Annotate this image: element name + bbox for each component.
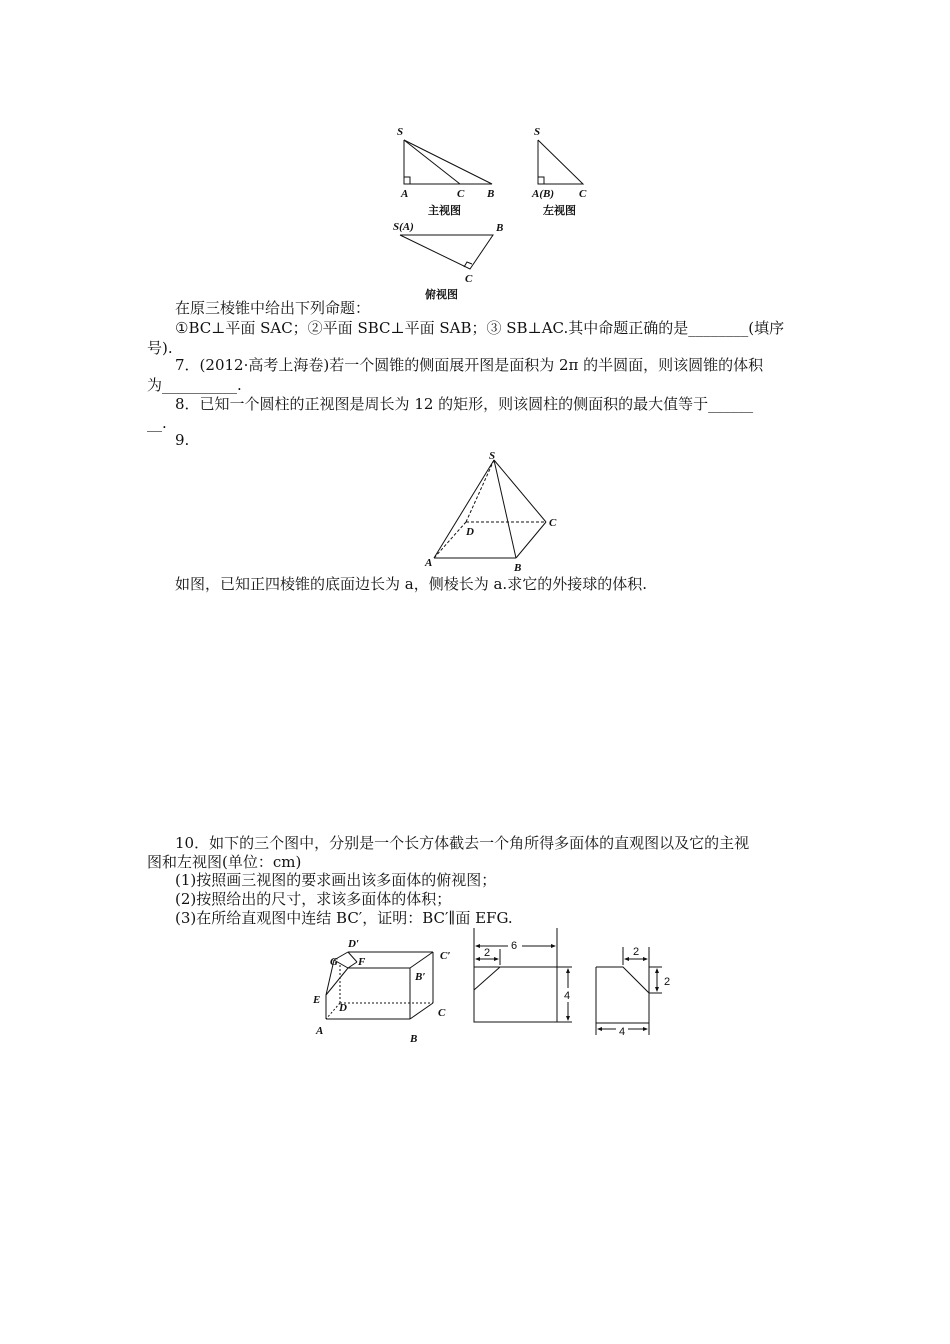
solid-B: B bbox=[410, 1033, 418, 1045]
text-line-1: 在原三棱锥中给出下列命题： bbox=[175, 299, 371, 317]
front-B: B bbox=[487, 188, 495, 200]
text-line-8: 9. bbox=[175, 431, 190, 449]
text-line-2: ①BC⊥平面 SAC；②平面 SBC⊥平面 SAB；③ SB⊥AC.其中命题正确的是________(填序 bbox=[175, 319, 785, 337]
three-views-figure bbox=[380, 120, 600, 305]
pyramid-D: D bbox=[466, 526, 474, 538]
text-line-9: 如图，已知正四棱锥的底面边长为 a，侧棱长为 a.求它的外接球的体积. bbox=[175, 575, 647, 593]
side-caption: 左视图 bbox=[543, 204, 576, 217]
side-dim-top: 2 bbox=[633, 946, 640, 958]
side-view bbox=[538, 140, 583, 184]
pyramid-B: B bbox=[514, 562, 522, 574]
top-caption: 俯视图 bbox=[425, 288, 458, 301]
text-line-6: 8．已知一个圆柱的正视图是周长为 12 的矩形，则该圆柱的侧面积的最大值等于______ bbox=[175, 395, 754, 413]
text-line-7: __. bbox=[147, 414, 167, 432]
solid-E: E bbox=[313, 994, 321, 1006]
text-line-14: (3)在所给直观图中连结 BC′，证明：BC′∥面 EFG. bbox=[175, 909, 513, 927]
front-view bbox=[404, 140, 492, 184]
front-view-figure bbox=[466, 925, 581, 1030]
top-C: C bbox=[465, 273, 473, 285]
side-S: S bbox=[534, 126, 541, 138]
pyramid-C: C bbox=[549, 517, 557, 529]
solid-figure bbox=[310, 935, 465, 1050]
front-caption: 主视图 bbox=[428, 204, 461, 217]
front-A: A bbox=[401, 188, 409, 200]
top-SA: S(A) bbox=[393, 221, 414, 233]
side-dim-bottom: 4 bbox=[619, 1026, 626, 1038]
top-view bbox=[400, 235, 493, 269]
text-line-3: 号). bbox=[147, 339, 173, 357]
front-dim-2: 2 bbox=[484, 947, 491, 959]
top-B: B bbox=[496, 222, 504, 234]
pyramid-S: S bbox=[489, 450, 496, 462]
solid-D: D bbox=[339, 1002, 347, 1014]
solid-F: F bbox=[358, 956, 366, 968]
front-dim-4: 4 bbox=[564, 990, 571, 1002]
solid-D1: D′ bbox=[348, 938, 360, 950]
text-line-5: 为__________. bbox=[147, 376, 242, 394]
solid-B1: B′ bbox=[415, 971, 426, 983]
text-line-13: (2)按照给出的尺寸，求该多面体的体积； bbox=[175, 890, 452, 908]
text-line-11: 图和左视图(单位：cm) bbox=[147, 853, 302, 871]
side-AB: A(B) bbox=[532, 188, 554, 200]
side-view-figure bbox=[592, 942, 682, 1042]
front-S: S bbox=[397, 126, 404, 138]
side-C: C bbox=[579, 188, 587, 200]
solid-A: A bbox=[316, 1025, 324, 1037]
text-line-12: (1)按照画三视图的要求画出该多面体的俯视图； bbox=[175, 871, 497, 889]
front-dim-6: 6 bbox=[511, 940, 518, 952]
text-line-10: 10．如下的三个图中，分别是一个长方体截去一个角所得多面体的直观图以及它的主视 bbox=[175, 834, 750, 852]
solid-C1: C′ bbox=[440, 950, 451, 962]
side-dim-right: 2 bbox=[664, 976, 671, 988]
solid-C: C bbox=[438, 1007, 446, 1019]
text-line-4: 7．(2012·高考上海卷)若一个圆锥的侧面展开图是面积为 2π 的半圆面，则该圆锥的体积 bbox=[175, 356, 764, 374]
solid-G: G bbox=[330, 956, 338, 968]
pyramid-figure bbox=[420, 448, 570, 573]
front-C: C bbox=[457, 188, 465, 200]
pyramid-A: A bbox=[425, 557, 433, 569]
